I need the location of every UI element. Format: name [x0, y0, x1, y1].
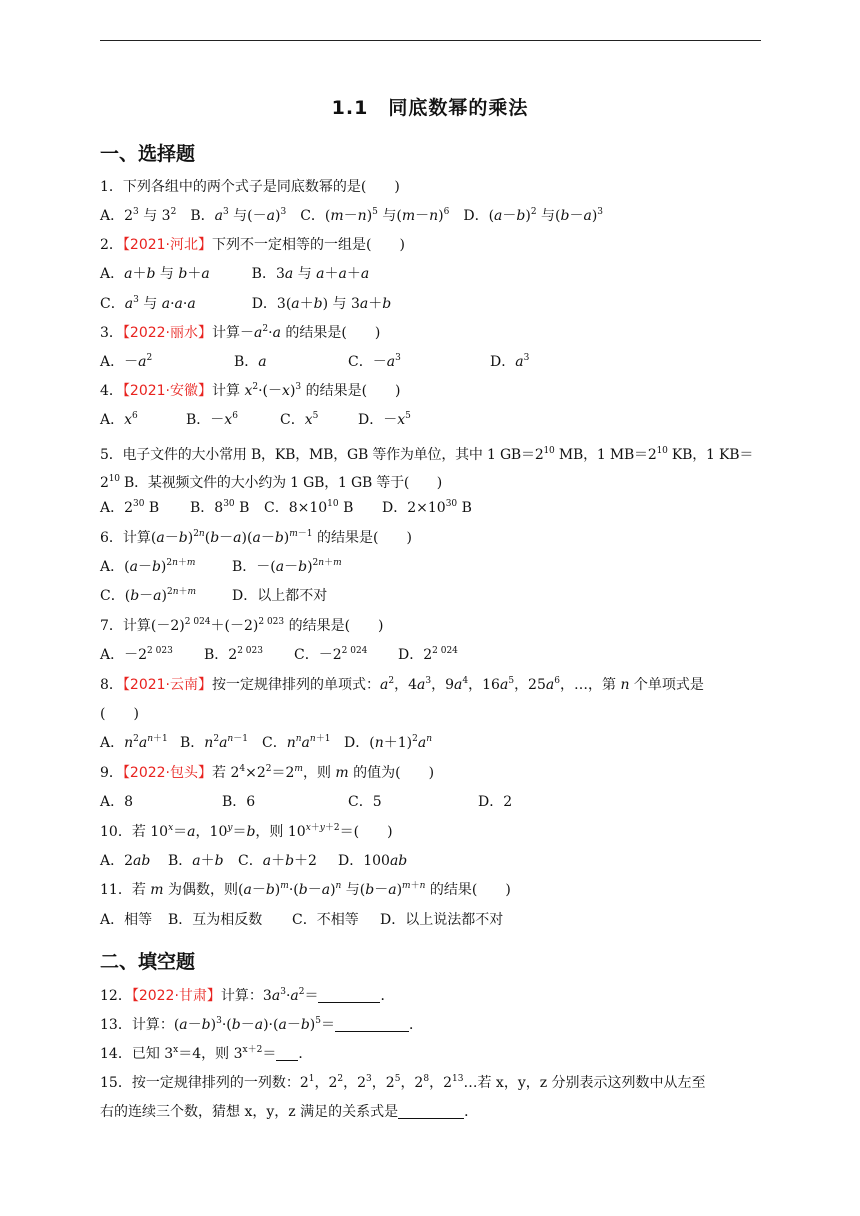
answer-blank[interactable] — [318, 988, 380, 1003]
question-15-line-1: 15．按一定规律排列的一列数：$2^1$，$2^2$，$2^3$，$2^5$，$2^8$，$2^{13}\dots$若 x，y，z 分别表示这列数中从左至 — [100, 1074, 706, 1091]
question-5-stem: 5．电子文件的大小常用 B，KB，MB，GB 等作为单位，其中 1 $GB=2^{10}$ MB，1 $MB=2^{10}$ KB，1 $KB=2^{10}$ B．某视频文件的大小约为 1 GB，1 GB 等于( ) — [100, 446, 754, 491]
question-4-stem: 4．【2021·安徽】计算 $x^2\cdot(-x)^3$ 的结果是( ) — [100, 382, 401, 399]
header-rule — [100, 40, 761, 41]
question-15-line-2: 右的连续三个数，猜想 x，y，z 满足的关系式是 ． — [100, 1104, 479, 1120]
section-fill-heading: 二、填空题 — [100, 951, 196, 973]
source-tag: 【2022·甘肃】 — [131, 988, 221, 1004]
question-12-stem: 12．【2022·甘肃】计算：$3a^3\cdot a^2=$ ． — [100, 987, 395, 1004]
question-3-options: A．$-a^2$ B．a C．$-a^3$ D．$a^3$ — [100, 353, 530, 370]
question-6-options-ab: A．$(a-b)^{2n+m}$ B．$-(a-b)^{2n+m}$ — [100, 558, 342, 575]
answer-blank[interactable] — [335, 1017, 409, 1032]
question-1-options: A．$2^3$ 与 $3^2$ B．$a^3$ 与$(-a)^3$ C．$(m-n)^5$ 与$(m-n)^6$ D．$(a-b)^2$ 与$(b-a)^3$ — [100, 207, 604, 224]
question-4-options: A．$x^6$ B．$-x^6$ C．$x^5$ D．$-x^5$ — [100, 411, 411, 428]
question-5-options: A．$2^{30}$ B B．$8^{30}$ B C．$8\times 10^{10}$ B D．$2\times 10^{30}$ B — [100, 499, 472, 516]
question-14-stem: 14．已知 $3^x=4$，则 $3^{x+2}=$ ． — [100, 1045, 313, 1062]
question-6-stem: 6．计算$(a-b)^{2n}(b-a)(a-b)^{m-1}$ 的结果是( ) — [100, 529, 412, 546]
source-tag: 【2022·包头】 — [122, 765, 213, 781]
question-10-options: A．2ab B．a＋b C．a＋b＋2 D．100ab — [100, 853, 408, 869]
answer-blank[interactable] — [398, 1104, 464, 1119]
source-tag: 【2021·安徽】 — [122, 383, 213, 399]
question-9-options: A．8 B．6 C．5 D．2 — [100, 794, 513, 810]
question-7-options: A．$-2^{2 023}$ B．$2^{2 023}$ C．$-2^{2 024}$ D．$2^{2 024}$ — [100, 646, 458, 663]
question-10-stem: 10．若 $10^x=a$，$10^y=b$，则 $10^{x+y+2}=$( ) — [100, 823, 393, 840]
question-7-stem: 7．计算$(-2)^{2 024}+(-2)^{2 023}$ 的结果是( ) — [100, 617, 384, 634]
question-3-stem: 3．【2022·丽水】计算$-a^2\cdot a$ 的结果是( ) — [100, 324, 381, 341]
page-title: 1.1 同底数幂的乘法 — [331, 97, 529, 119]
source-tag: 【2021·云南】 — [122, 677, 213, 693]
question-6-options-cd: C．$(b-a)^{2n+m}$ D．以上都不对 — [100, 587, 328, 604]
question-2-stem: 2．【2021·河北】下列不一定相等的一组是( ) — [100, 237, 405, 253]
answer-blank[interactable] — [276, 1046, 298, 1061]
section-choice-heading: 一、选择题 — [100, 143, 196, 165]
question-13-stem: 13．计算：$(a-b)^3\cdot(b-a)\cdot(a-b)^5=$ ． — [100, 1016, 423, 1033]
question-2-options-cd: C．$a^3$ 与 a·a·a D．3(a＋b) 与 3a＋b — [100, 295, 392, 312]
source-tag: 【2021·河北】 — [122, 237, 213, 253]
question-2-options-ab: A．a＋b 与 b＋a B．3a 与 a＋a＋a — [100, 266, 370, 282]
question-8-paren: ( ) — [100, 706, 139, 722]
question-8-stem: 8．【2021·云南】按一定规律排列的单项式：$a^2$，$4a^3$，$9a^4$，$16a^5$，$25a^6$，…，第 n 个单项式是 — [100, 676, 704, 693]
question-9-stem: 9．【2022·包头】若 $2^4\times 2^2=2^m$，则 m 的值为( ) — [100, 764, 435, 781]
question-8-options: A．$n^2a^{n+1}$ B．$n^2a^{n-1}$ C．$n^na^{n+1}$ D．$(n+1)^2a^n$ — [100, 734, 432, 751]
question-1-stem: 1．下列各组中的两个式子是同底数幂的是( ) — [100, 179, 400, 195]
question-11-stem: 11．若 m 为偶数，则$(a-b)^m\cdot(b-a)^n$ 与$(b-a)^{m+n}$ 的结果( ) — [100, 881, 511, 898]
source-tag: 【2022·丽水】 — [122, 325, 213, 341]
question-11-options: A．相等 B．互为相反数 C．不相等 D．以上说法都不对 — [100, 912, 504, 928]
